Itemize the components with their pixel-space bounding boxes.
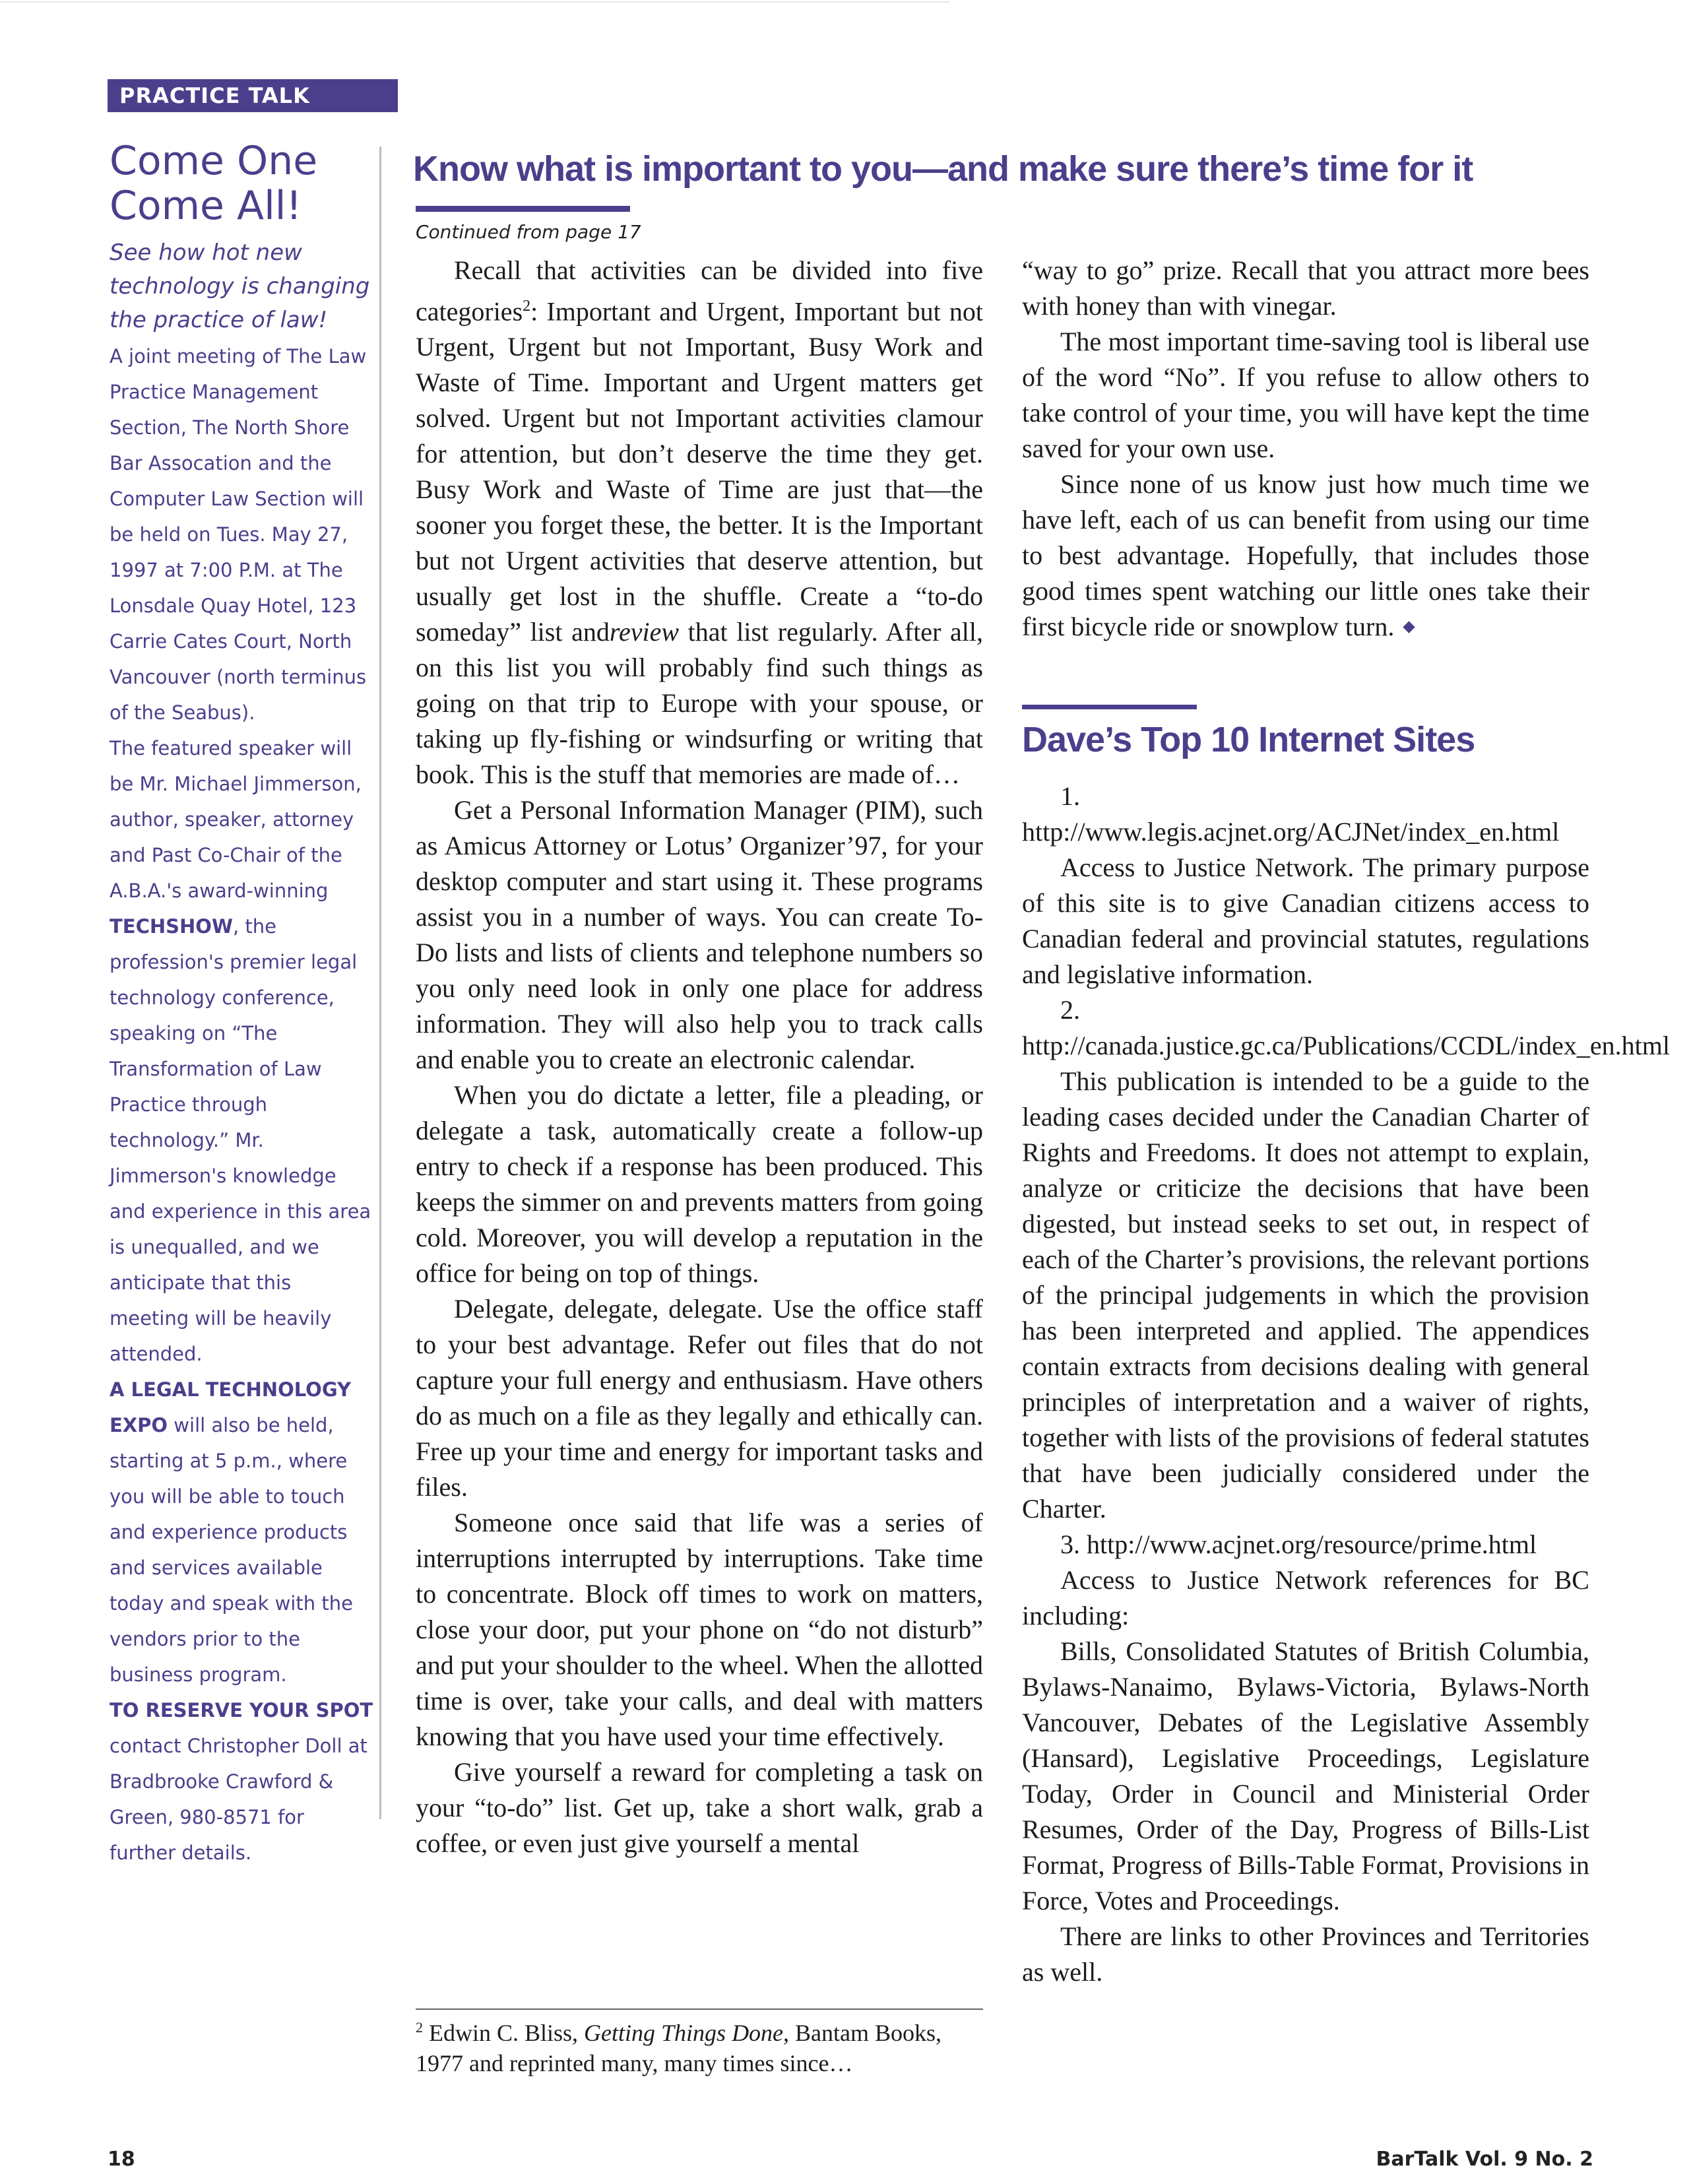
sidebar-reserve-heading: TO RESERVE YOUR SPOT xyxy=(110,1699,373,1721)
sites-rule xyxy=(1022,705,1197,709)
article-paragraph: “way to go” prize. Recall that you attract more bees with honey than with vinegar. xyxy=(1022,255,1589,321)
site-url: 2. http://canada.justice.gc.ca/Publications/CCDL/index_en.html xyxy=(1022,995,1671,1060)
article-paragraph: When you do dictate a letter, file a pleading, or delegate a task, automatically create a follow-up entry to check if a response has been produced. This keeps the simmer on and prevents matters from going cold. Moreover, you will develop a reputation in the office for being on top of things. xyxy=(416,1080,983,1289)
sidebar-para-meeting: A joint meeting of The Law Practice Management Section, The North Shore Bar Assocation and the Computer Law Section will be held on Tues. May 27, 1997 at 7:00 P.M. at The Lonsdale Quay Hotel, 123 Carrie Cates Court, North Vancouver (north terminus of the Seabus). xyxy=(110,345,367,724)
article-paragraph: The most important time-saving tool is liberal use of the word “No”. If you refuse to allow others to take control of your time, you will have kept the time saved for your own use. xyxy=(1022,327,1589,463)
sites-list xyxy=(1022,779,1671,1990)
top-rule xyxy=(0,1,950,3)
article-paragraph: Someone once said that life was a series of interruptions interrupted by interruptions. Take time to concentrate. Block off times to work on matters, close your door, put your phone on “do not disturb” and put your shoulder to the wheel. When the allotted time is over, take your calls, and deal with matters knowing that you have used your time effectively. xyxy=(416,1508,983,1752)
closing-text: Since none of us know just how much time we have left, each of us can benefit from using our time to best advantage. Hopefully, that includes those good times spent watching our little ones take their first bicycle ride or snowplow turn. xyxy=(1022,469,1589,641)
continued-from: Continued from page 17 xyxy=(416,221,641,243)
article-paragraph: Get a Personal Information Manager (PIM), such as Amicus Attorney or Lotus’ Organizer’97, for your desktop computer and start using it. These programs assist you in a number of ways. You can create To-Do lists and lists of clients and telephone numbers so you only need look in only one place for address information. They will also help you to track calls and enable you to create an electronic calendar. xyxy=(416,795,983,1075)
article-column-2 xyxy=(1022,253,1589,645)
sidebar-techshow: TECHSHOW xyxy=(110,915,233,938)
sidebar-para-expo xyxy=(110,1372,373,1692)
sidebar-title-line2: Come All! xyxy=(110,183,302,229)
sidebar-title xyxy=(110,139,373,228)
footnote-ref: 2 xyxy=(523,298,531,315)
p1-emphasis: review xyxy=(609,617,680,647)
publication-name: BarTalk Vol. 9 No. 2 xyxy=(1376,2148,1593,2171)
site-description: Access to Justice Network. The primary purpose of this site is to give Canadian citizens access to Canadian federal and provincial statutes, regulations and legislative information. xyxy=(1022,852,1589,989)
article-paragraph xyxy=(416,253,983,792)
site-description: Access to Justice Network references for BC including: xyxy=(1022,1565,1589,1630)
site-note: There are links to other Provinces and Territories as well. xyxy=(1022,1921,1589,1987)
sidebar-divider xyxy=(379,146,381,1819)
footnote-rest: , Bantam Books, 1977 and reprinted many, many times since… xyxy=(416,2020,942,2076)
sidebar-para-speaker xyxy=(110,730,373,1372)
footnote xyxy=(416,2012,983,2078)
footnote-author: Edwin C. Bliss, xyxy=(429,2020,579,2046)
footnote-book: Getting Things Done xyxy=(584,2020,784,2046)
article-paragraph: Give yourself a reward for completing a task on your “to-do” list. Get up, take a short walk, grab a coffee, or even just give yourself a mental xyxy=(416,1757,983,1859)
article-column-1 xyxy=(416,253,983,1861)
p1-end: that list regularly. After all, on this list you will probably find such things as going on that trip to Europe with your spouse, or taking up fly-fishing or windsurfing or writing that book. This is the stuff that memories are made of… xyxy=(416,617,983,790)
footnote-rule xyxy=(416,2008,983,2010)
end-mark-icon xyxy=(1403,621,1415,633)
sidebar xyxy=(110,139,373,1871)
sidebar-speaker-text: The featured speaker will be Mr. Michael Jimmerson, author, speaker, attorney and Past Co-Chair of the A.B.A.'s award-winning xyxy=(110,737,362,902)
sidebar-speaker-rest: , the profession's premier legal technology conference, speaking on “The Transformation of Law Practice through technology.” Mr. Jimmerson's knowledge and experience in this area is unequalled, and we anticipate that this meeting will be heavily attended. xyxy=(110,915,371,1365)
section-label: PRACTICE TALK xyxy=(108,79,398,112)
site-resource-list: Bills, Consolidated Statutes of British Columbia, Bylaws-Nanaimo, Bylaws-Victoria, Bylaws-North Vancouver, Debates of the Legislative Assembly (Hansard), Legislative Proceedings, Legislature Today, Order in Council and Ministerial Order Resumes, Order of the Day, Progress of Bills-List Format, Progress of Bills-Table Format, Provisions in Force, Votes and Proceedings. xyxy=(1022,1636,1589,1915)
sidebar-title-line1: Come One xyxy=(110,138,318,184)
sidebar-reserve-text: contact Christopher Doll at Bradbrooke Crawford & Green, 980-8571 for further details. xyxy=(110,1735,367,1864)
site-url: 3. http://www.acjnet.org/resource/prime.html xyxy=(1060,1529,1537,1559)
footnote-number: 2 xyxy=(416,2019,423,2036)
site-url: 1. http://www.legis.acjnet.org/ACJNet/index_en.html xyxy=(1022,781,1560,847)
sidebar-para-reserve xyxy=(110,1692,373,1871)
headline-rule xyxy=(416,206,630,212)
sidebar-expo-text: will also be held, starting at 5 p.m., where you will be able to touch and experience products and services available today and speak with the vendors prior to the business program. xyxy=(110,1414,353,1686)
p1-start: Recall that activities can be divided into five categories xyxy=(416,255,983,327)
article-paragraph xyxy=(1022,466,1589,645)
sidebar-subtitle: See how hot new technology is changing the practice of law! xyxy=(110,240,370,333)
sidebar-expo-heading: A LEGAL TECHNOLOGY EXPO xyxy=(110,1378,351,1436)
sites-title: Dave’s Top 10 Internet Sites xyxy=(1022,720,1475,759)
page-number: 18 xyxy=(108,2148,135,2171)
p1-middle: : Important and Urgent, Important but not Urgent, Urgent but not Important, Busy Work and Waste of Time. Important and Urgent matters get solved. Urgent but not Important activities clamour for attention, but don’t deserve the time they get. Busy Work and Waste of Time are just that—the sooner you forget these, the better. It is the Important but not Urgent activities that deserve attention, but usually get lost in the shuffle. Create a “to-do someday” list and xyxy=(416,296,983,647)
site-description: This publication is intended to be a guide to the leading cases decided under the Canadian Charter of Rights and Freedoms. It does not attempt to explain, analyze or criticize the decisions that have been digested, but instead seeks to set out, in respect of each of the Charter’s provisions, the relevant portions of the principal judgements in which the provision has been interpreted and applied. The appendices contain extracts from decisions dealing with general principles of interpretation and a waiver of rights, together with lists of the provisions of federal statutes that have been judicially considered under the Charter. xyxy=(1022,1066,1589,1524)
article-paragraph: Delegate, delegate, delegate. Use the office staff to your best advantage. Refer out files that do not capture your full energy and enthusiasm. Have others do as much on a file as they legally and ethically can. Free up your time and energy for important tasks and files. xyxy=(416,1294,983,1502)
article-headline: Know what is important to you—and make sure there’s time for it xyxy=(413,149,1473,189)
